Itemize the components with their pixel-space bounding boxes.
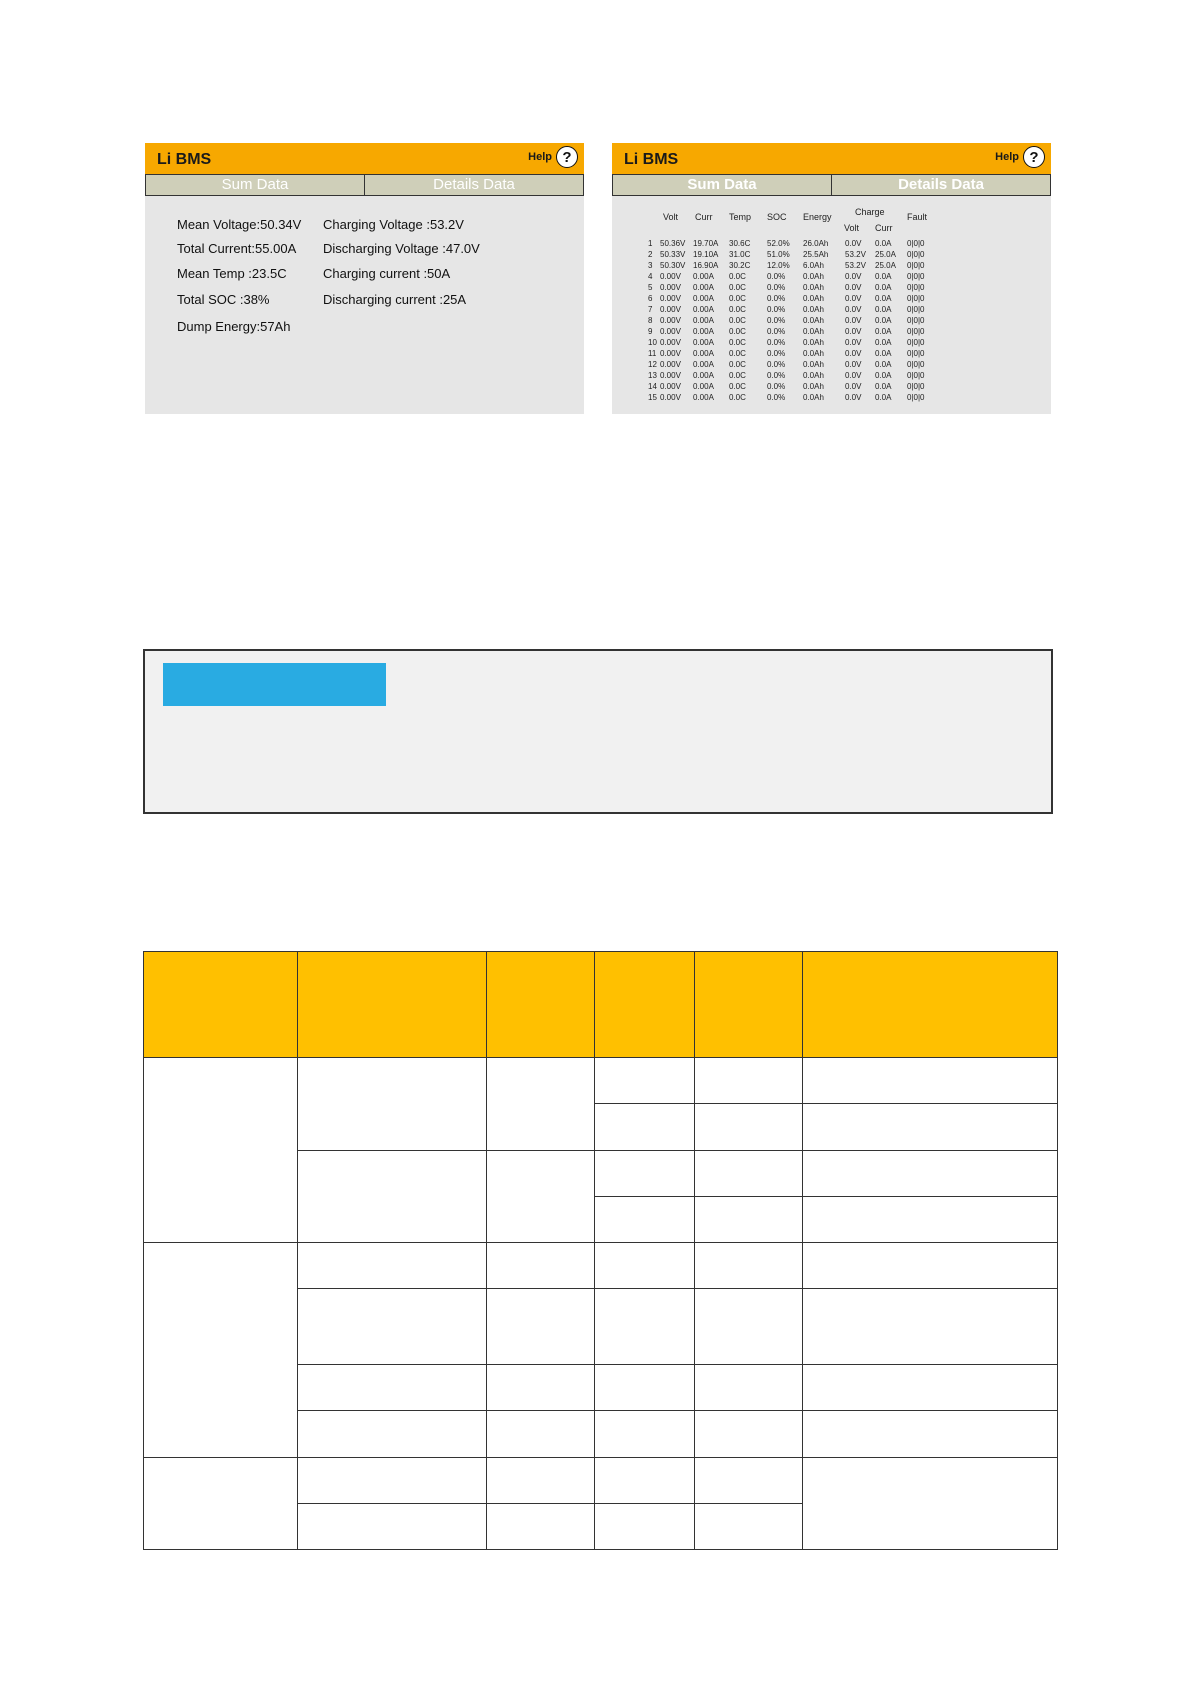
charging-voltage-text: Charging Voltage :53.2V [323,217,464,232]
table-cell [298,1503,487,1549]
table-row [612,360,1051,371]
cell-volt: 0.00V [660,305,681,314]
table-header-cell [298,952,487,1058]
cell-charge-curr: 0.0A [875,272,892,281]
cell-fault: 0|0|0 [907,382,925,391]
cell-index: 14 [648,382,657,391]
cell-curr: 0.00A [693,382,714,391]
cell-volt: 0.00V [660,316,681,325]
table-row [612,316,1051,327]
cell-soc: 51.0% [767,250,790,259]
cell-fault: 0|0|0 [907,305,925,314]
table-cell [595,1365,695,1411]
table-cell [487,1457,595,1503]
cell-charge-curr: 25.0A [875,261,896,270]
table-header-cell [595,952,695,1058]
table-header-cell [487,952,595,1058]
cell-fault: 0|0|0 [907,393,925,402]
header-temp: Temp [729,212,752,222]
cell-index: 15 [648,393,657,402]
table-cell [803,1058,1058,1104]
cell-soc: 0.0% [767,305,786,314]
table-cell [595,1289,695,1365]
dump-energy-text: Dump Energy:57Ah [177,319,291,334]
table-cell [803,1196,1058,1242]
cell-charge-curr: 0.0A [875,294,892,303]
cell-energy: 0.0Ah [803,382,824,391]
cell-charge-volt: 0.0V [845,283,862,292]
tab-sum-data[interactable]: Sum Data [146,175,364,195]
cell-charge-curr: 0.0A [875,393,892,402]
cell-temp: 0.0C [729,393,746,402]
cell-volt: 0.00V [660,327,681,336]
cell-soc: 0.0% [767,316,786,325]
table-row [612,382,1051,393]
tab-bar [612,174,1051,196]
table-cell [144,1242,298,1457]
cell-fault: 0|0|0 [907,283,925,292]
table-row [612,349,1051,360]
cell-charge-curr: 0.0A [875,382,892,391]
cell-charge-volt: 0.0V [845,239,862,248]
cell-charge-volt: 0.0V [845,382,862,391]
cell-charge-volt: 0.0V [845,360,862,369]
cell-index: 10 [648,338,657,347]
help-label: Help [995,151,1019,163]
cell-charge-curr: 0.0A [875,360,892,369]
cell-volt: 0.00V [660,283,681,292]
cell-volt: 50.30V [660,261,686,270]
tab-bar [145,174,584,196]
table-row [144,1242,1058,1288]
cell-volt: 0.00V [660,272,681,281]
header-charge-curr: Curr [875,223,893,233]
discharging-voltage-text: Discharging Voltage :47.0V [323,241,480,256]
table-row [612,327,1051,338]
cell-fault: 0|0|0 [907,316,925,325]
cell-fault: 0|0|0 [907,327,925,336]
cell-charge-volt: 53.2V [845,250,866,259]
cell-index: 4 [648,272,653,281]
table-cell [595,1150,695,1196]
app-title: Li BMS [624,151,679,168]
cell-energy: 0.0Ah [803,338,824,347]
table-cell [298,1457,487,1503]
table-row [612,239,1051,250]
table-cell [298,1242,487,1288]
cell-charge-volt: 0.0V [845,272,862,281]
charging-current-text: Charging current :50A [323,266,451,281]
info-box [143,649,1053,814]
cell-index: 13 [648,371,657,380]
cell-volt: 50.36V [660,239,686,248]
cell-energy: 0.0Ah [803,283,824,292]
table-header-row [144,952,1058,1058]
cell-energy: 26.0Ah [803,239,829,248]
cell-fault: 0|0|0 [907,272,925,281]
table-cell [803,1242,1058,1288]
table-cell [695,1411,803,1457]
cell-energy: 0.0Ah [803,294,824,303]
table-cell [595,1196,695,1242]
table-cell [487,1411,595,1457]
cell-index: 11 [648,349,657,358]
cell-energy: 0.0Ah [803,272,824,281]
table-cell [695,1503,803,1549]
table-cell [595,1503,695,1549]
cell-volt: 0.00V [660,382,681,391]
cell-temp: 31.0C [729,250,751,259]
total-current-text: Total Current:55.00A [177,241,297,256]
cell-index: 6 [648,294,653,303]
table-cell [487,1503,595,1549]
cell-energy: 25.5Ah [803,250,829,259]
cell-charge-volt: 0.0V [845,393,862,402]
cell-fault: 0|0|0 [907,360,925,369]
cell-curr: 0.00A [693,294,714,303]
cell-temp: 0.0C [729,371,746,380]
help-button[interactable] [995,146,1045,168]
table-cell [487,1242,595,1288]
table-cell [487,1150,595,1242]
table-cell [695,1242,803,1288]
cell-temp: 0.0C [729,349,746,358]
table-cell [695,1457,803,1503]
table-row [612,261,1051,272]
table-row [144,1058,1058,1104]
details-data-screen [612,143,1051,414]
table-row [612,283,1051,294]
help-button[interactable] [528,146,578,168]
tab-details-data[interactable]: Details Data [364,175,583,195]
cell-charge-curr: 0.0A [875,327,892,336]
cell-soc: 0.0% [767,360,786,369]
cell-charge-volt: 53.2V [845,261,866,270]
header-charge: Charge [855,207,885,217]
cell-index: 3 [648,261,653,270]
total-soc-text: Total SOC :38% [177,292,270,307]
cell-temp: 30.2C [729,261,751,270]
cell-volt: 50.33V [660,250,686,259]
cell-soc: 12.0% [767,261,790,270]
title-bar [145,143,584,174]
cell-curr: 0.00A [693,316,714,325]
table-row [612,272,1051,283]
table-row [612,294,1051,305]
table-cell [144,1058,298,1243]
sum-data-screen [145,143,584,414]
table-cell [803,1411,1058,1457]
table-cell [595,1104,695,1150]
table-cell [487,1365,595,1411]
cell-soc: 52.0% [767,239,790,248]
question-icon[interactable]: ? [1023,146,1045,168]
cell-curr: 0.00A [693,338,714,347]
cell-energy: 0.0Ah [803,393,824,402]
table-row [144,1457,1058,1503]
table-cell [298,1058,487,1150]
cell-fault: 0|0|0 [907,261,925,270]
header-soc: SOC [767,212,787,222]
tab-sum-data[interactable]: Sum Data [613,175,831,195]
cell-energy: 0.0Ah [803,371,824,380]
table-row [612,250,1051,261]
cell-energy: 0.0Ah [803,327,824,336]
cell-energy: 0.0Ah [803,360,824,369]
cell-energy: 0.0Ah [803,349,824,358]
cell-soc: 0.0% [767,338,786,347]
cell-index: 5 [648,283,653,292]
cell-energy: 0.0Ah [803,305,824,314]
cell-temp: 0.0C [729,338,746,347]
table-cell [595,1058,695,1104]
cell-temp: 30.6C [729,239,751,248]
cell-volt: 0.00V [660,360,681,369]
cell-soc: 0.0% [767,349,786,358]
table-cell [695,1196,803,1242]
cell-temp: 0.0C [729,272,746,281]
cell-charge-volt: 0.0V [845,327,862,336]
table-cell [803,1150,1058,1196]
cell-charge-volt: 0.0V [845,305,862,314]
table-row [612,338,1051,349]
cell-charge-curr: 0.0A [875,349,892,358]
cell-curr: 16.90A [693,261,719,270]
cell-volt: 0.00V [660,349,681,358]
cell-index: 8 [648,316,653,325]
cell-curr: 0.00A [693,272,714,281]
cell-fault: 0|0|0 [907,349,925,358]
spec-table [143,951,1058,1550]
cell-charge-curr: 25.0A [875,250,896,259]
cell-volt: 0.00V [660,294,681,303]
cell-charge-curr: 0.0A [875,316,892,325]
mean-temp-text: Mean Temp :23.5C [177,266,287,281]
table-cell [695,1289,803,1365]
header-fault: Fault [907,212,928,222]
cell-soc: 0.0% [767,294,786,303]
cell-charge-curr: 0.0A [875,239,892,248]
cell-charge-curr: 0.0A [875,371,892,380]
cell-energy: 6.0Ah [803,261,824,270]
table-cell [695,1058,803,1104]
table-cell [298,1289,487,1365]
cell-curr: 0.00A [693,349,714,358]
cell-temp: 0.0C [729,316,746,325]
table-cell [595,1457,695,1503]
table-cell [803,1457,1058,1549]
cell-fault: 0|0|0 [907,371,925,380]
cell-temp: 0.0C [729,294,746,303]
help-label: Help [528,151,552,163]
cell-volt: 0.00V [660,393,681,402]
table-cell [803,1365,1058,1411]
mean-voltage-text: Mean Voltage:50.34V [177,217,302,232]
cell-curr: 0.00A [693,393,714,402]
cell-temp: 0.0C [729,283,746,292]
app-title: Li BMS [157,151,212,168]
cell-curr: 0.00A [693,360,714,369]
cell-curr: 19.70A [693,239,719,248]
cell-temp: 0.0C [729,305,746,314]
cell-charge-volt: 0.0V [845,338,862,347]
cell-charge-volt: 0.0V [845,294,862,303]
cell-charge-curr: 0.0A [875,283,892,292]
table-header-cell [803,952,1058,1058]
question-icon[interactable]: ? [556,146,578,168]
cell-curr: 19.10A [693,250,719,259]
cell-index: 9 [648,327,653,336]
table-header-cell [695,952,803,1058]
cell-soc: 0.0% [767,382,786,391]
cell-charge-volt: 0.0V [845,349,862,358]
table-row [612,305,1051,316]
cell-charge-volt: 0.0V [845,316,862,325]
cell-fault: 0|0|0 [907,294,925,303]
table-cell [487,1058,595,1150]
cell-fault: 0|0|0 [907,239,925,248]
table-cell [803,1289,1058,1365]
table-cell [298,1150,487,1242]
discharging-current-text: Discharging current :25A [323,292,467,307]
table-cell [595,1242,695,1288]
header-energy: Energy [803,212,832,222]
cell-details-table [612,202,1051,414]
cell-volt: 0.00V [660,338,681,347]
header-curr: Curr [695,212,713,222]
table-row [612,371,1051,382]
cell-volt: 0.00V [660,371,681,380]
table-cell [298,1411,487,1457]
table-cell [144,1457,298,1549]
cell-index: 12 [648,360,657,369]
tab-details-data[interactable]: Details Data [831,175,1050,195]
cell-index: 1 [648,239,653,248]
cell-soc: 0.0% [767,283,786,292]
cell-curr: 0.00A [693,327,714,336]
header-charge-volt: Volt [844,223,860,233]
cell-index: 7 [648,305,653,314]
table-cell [803,1104,1058,1150]
cell-charge-volt: 0.0V [845,371,862,380]
cell-curr: 0.00A [693,305,714,314]
cell-temp: 0.0C [729,360,746,369]
table-cell [695,1104,803,1150]
header-volt: Volt [663,212,679,222]
cell-energy: 0.0Ah [803,316,824,325]
table-cell [695,1365,803,1411]
table-header-cell [144,952,298,1058]
highlight-bar [163,663,386,706]
table-cell [695,1150,803,1196]
table-cell [595,1411,695,1457]
cell-temp: 0.0C [729,382,746,391]
cell-soc: 0.0% [767,327,786,336]
cell-charge-curr: 0.0A [875,338,892,347]
cell-fault: 0|0|0 [907,250,925,259]
cell-index: 2 [648,250,653,259]
title-bar [612,143,1051,174]
cell-soc: 0.0% [767,272,786,281]
cell-temp: 0.0C [729,327,746,336]
table-row [612,393,1051,404]
table-cell [487,1289,595,1365]
cell-curr: 0.00A [693,371,714,380]
cell-charge-curr: 0.0A [875,305,892,314]
cell-soc: 0.0% [767,371,786,380]
cell-curr: 0.00A [693,283,714,292]
cell-soc: 0.0% [767,393,786,402]
table-cell [298,1365,487,1411]
cell-fault: 0|0|0 [907,338,925,347]
